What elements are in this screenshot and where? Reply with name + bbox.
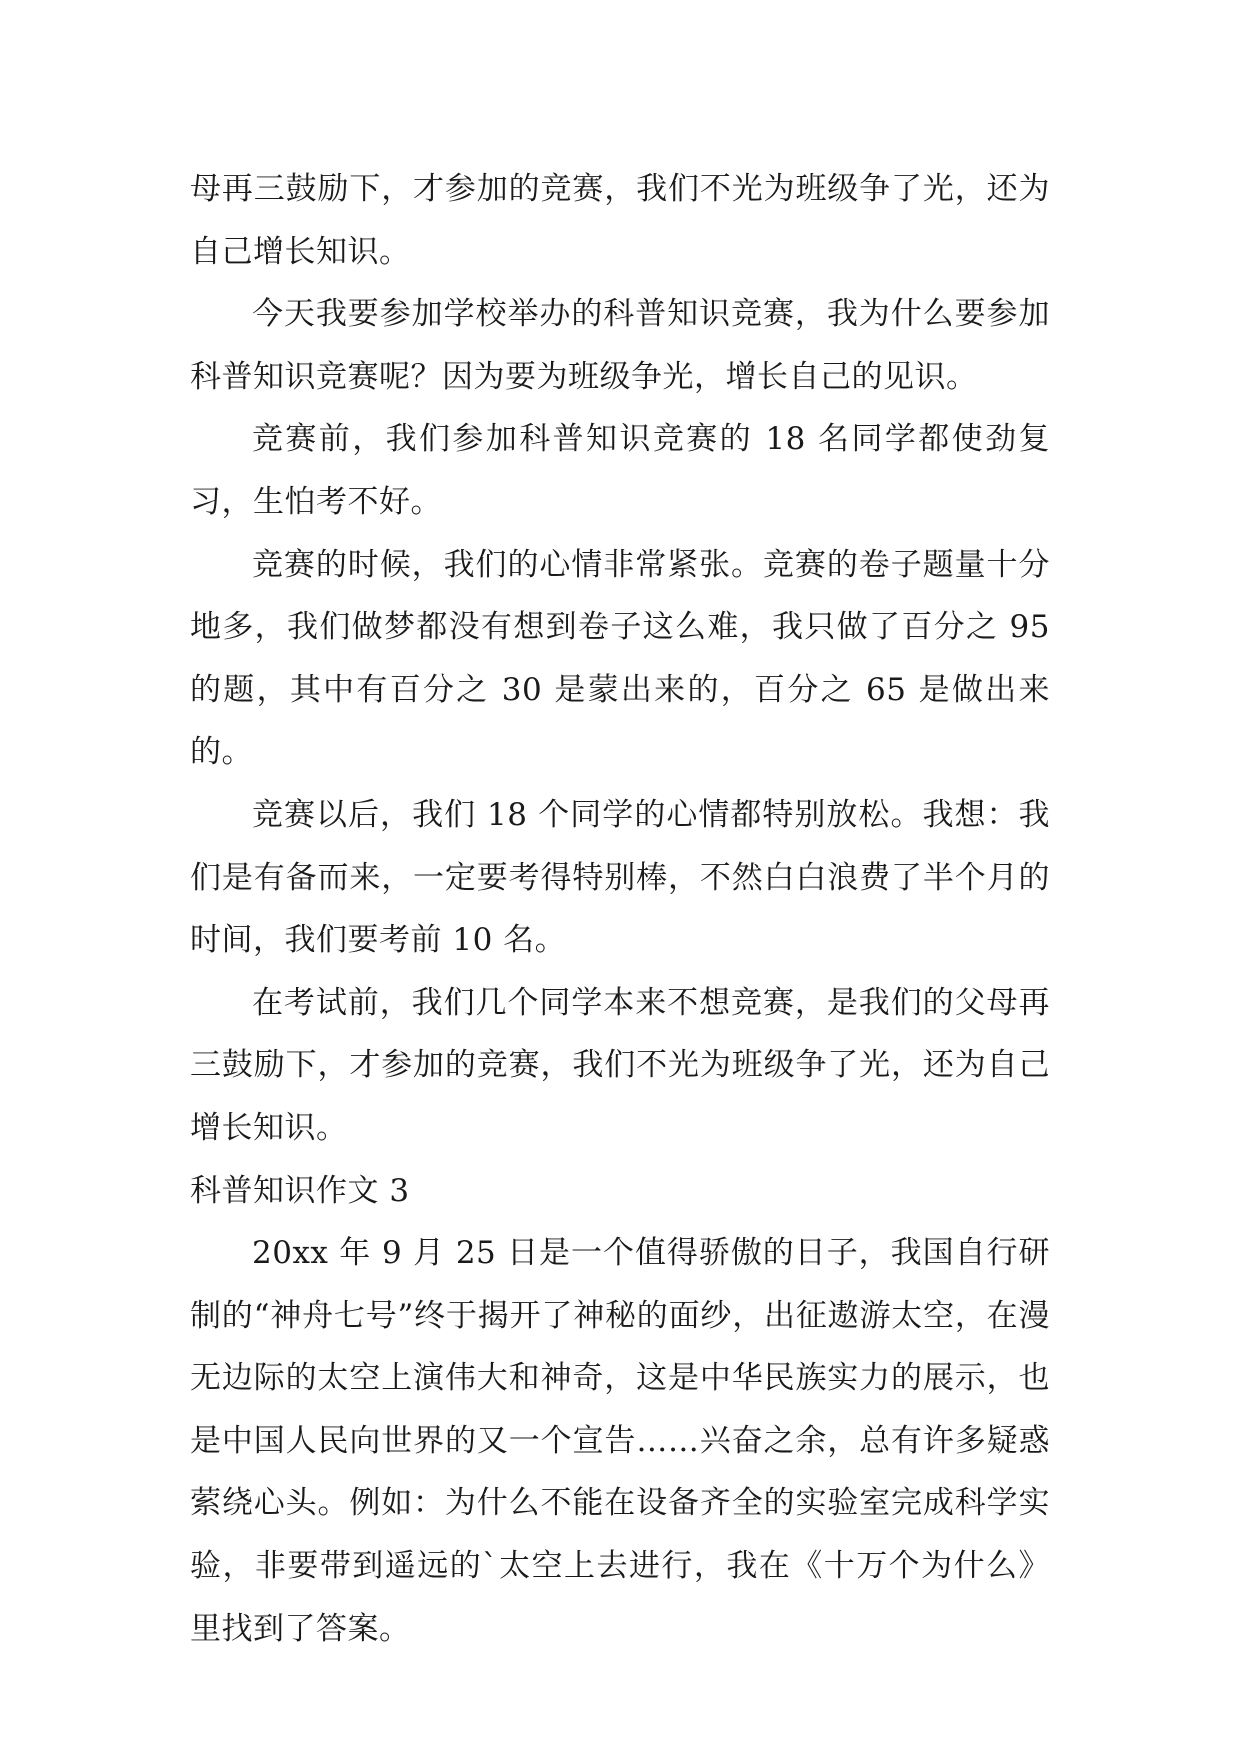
paragraph-continuation: 母再三鼓励下，才参加的竞赛，我们不光为班级争了光，还为自己增长知识。 <box>190 171 1050 270</box>
paragraph-before-exam: 在考试前，我们几个同学本来不想竞赛，是我们的父母再三鼓励下，才参加的竞赛，我们不光为班级争了光，还为自己增长知识。 <box>190 984 1050 1146</box>
paragraph-why-participate: 今天我要参加学校举办的科普知识竞赛，我为什么要参加科普知识竞赛呢？因为要为班级争光，增长自己的见识。 <box>190 296 1050 395</box>
document-body <box>190 158 1050 1660</box>
paragraph-during-contest: 竞赛的时候，我们的心情非常紧张。竞赛的卷子题量十分地多，我们做梦都没有想到卷子这么难，我只做了百分之 95 的题，其中有百分之 30 是蒙出来的，百分之 65 是做出来的。 <box>190 546 1050 771</box>
paragraph-before-contest: 竞赛前，我们参加科普知识竞赛的 18 名同学都使劲复习，生怕考不好。 <box>190 421 1050 520</box>
paragraph-shenzhou: 20xx 年 9 月 25 日是一个值得骄傲的日子，我国自行研制的“神舟七号”终于揭开了神秘的面纱，出征遨游太空，在漫无边际的太空上演伟大和神奇，这是中华民族实力的展示，也是中国人民向世界的又一个宣告……兴奋之余，总有许多疑惑萦绕心头。例如：为什么不能在设备齐全的实验室完成科学实验，非要带到遥远的`太空上去进行，我在《十万个为什么》里找到了答案。 <box>190 1235 1050 1647</box>
paragraph-after-contest: 竞赛以后，我们 18 个同学的心情都特别放松。我想：我们是有备而来，一定要考得特别棒，不然白白浪费了半个月的时间，我们要考前 10 名。 <box>190 796 1050 959</box>
section-heading: 科普知识作文 3 <box>190 1172 410 1209</box>
